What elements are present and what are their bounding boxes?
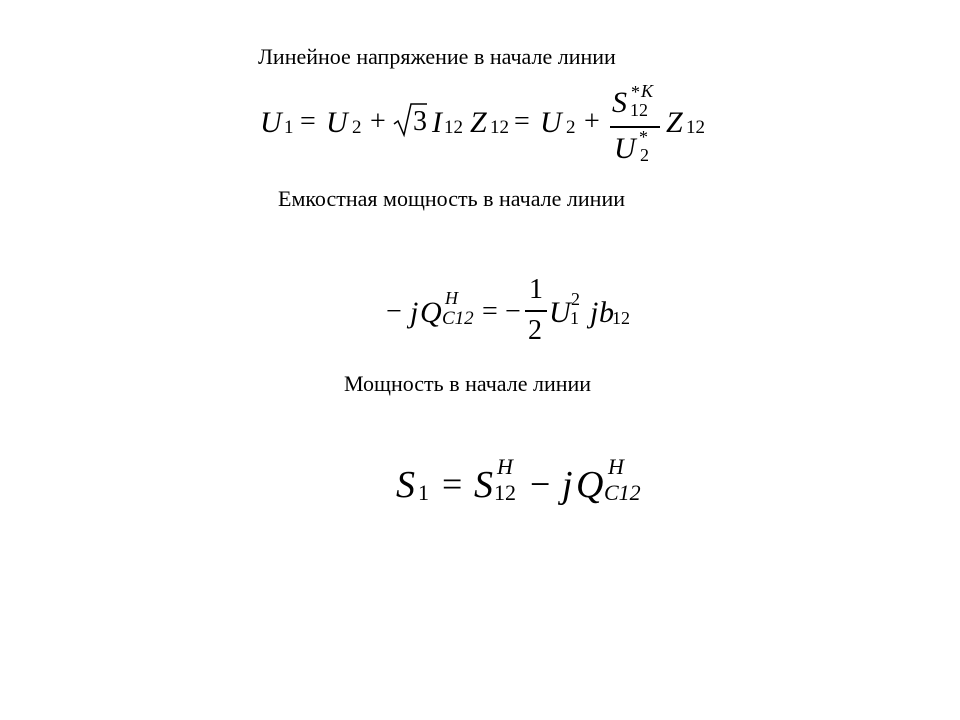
- eq2-minus-1: −: [386, 296, 402, 327]
- eq3-q-letter: Q: [576, 464, 604, 506]
- eq3-minus: −: [530, 464, 551, 504]
- eq1-frac-den-star: *: [639, 127, 648, 147]
- eq1-u1-sub: 1: [284, 117, 294, 138]
- eq1-equals-1: =: [300, 106, 316, 137]
- eq1-fraction-bar: [610, 126, 660, 128]
- eq3-j: j: [562, 464, 573, 506]
- eq2-u-letter: U: [549, 296, 571, 329]
- eq3-q-sub: C12: [604, 480, 641, 505]
- eq1-z-sub: 12: [490, 117, 509, 138]
- eq1-frac-den-u: U: [614, 132, 636, 165]
- eq1-u2-letter: U: [326, 106, 348, 139]
- eq2-j: j: [410, 296, 419, 329]
- eq2-b-sub: 12: [612, 308, 630, 328]
- caption-line-voltage: Линейное напряжение в начале линии: [258, 44, 616, 69]
- eq2-equals: =: [482, 296, 498, 327]
- eq2-minus-2: −: [505, 296, 521, 327]
- eq3-s1-letter: S: [396, 464, 415, 506]
- eq2-q-letter: Q: [420, 296, 442, 329]
- eq2-frac-num: 1: [529, 274, 543, 305]
- eq1-u2-sub: 2: [352, 117, 362, 138]
- eq1-frac-num-sub: 12: [630, 100, 648, 120]
- eq1-u1-letter: U: [260, 106, 282, 139]
- caption-power: Мощность в начале линии: [344, 371, 592, 396]
- eq2-u-sup: 2: [571, 289, 580, 309]
- eq1-z2-sub: 12: [686, 117, 705, 138]
- eq2-fraction-bar: [525, 310, 547, 312]
- eq2-frac-den: 2: [528, 315, 542, 346]
- eq2-j2: j: [590, 296, 599, 329]
- eq1-z-letter: Z: [470, 106, 487, 139]
- eq1-i-letter: I: [432, 106, 442, 139]
- eq3-equals: =: [442, 464, 463, 504]
- eq3-q-sup: H: [608, 454, 624, 479]
- eq1-frac-num-star: *: [631, 82, 640, 102]
- eq2-q-sub: C12: [442, 308, 474, 329]
- eq1-u2b-sub: 2: [566, 117, 576, 138]
- eq3-s1-sub: 1: [418, 480, 429, 505]
- eq1-plus-2: +: [584, 106, 600, 137]
- eq1-plus-1: +: [370, 106, 386, 137]
- eq3-s12-letter: S: [474, 464, 493, 506]
- eq2-b-letter: b: [599, 296, 614, 329]
- eq1-frac-num-k: K: [641, 81, 654, 101]
- eq3-s12-sup: H: [497, 454, 513, 479]
- eq1-equals-2: =: [514, 106, 530, 137]
- eq1-u2b-letter: U: [540, 106, 562, 139]
- eq2-u-sub: 1: [570, 308, 579, 328]
- eq1-frac-num-s: S: [612, 86, 627, 119]
- eq1-three: 3: [413, 106, 427, 137]
- eq1-z2-letter: Z: [666, 106, 683, 139]
- caption-capacitive-power: Емкостная мощность в начале линии: [278, 186, 625, 211]
- eq3-s12-sub: 12: [494, 480, 516, 505]
- eq2-q-sup: H: [445, 288, 458, 308]
- eq1-frac-den-sub: 2: [640, 145, 649, 165]
- eq1-i-sub: 12: [444, 117, 463, 138]
